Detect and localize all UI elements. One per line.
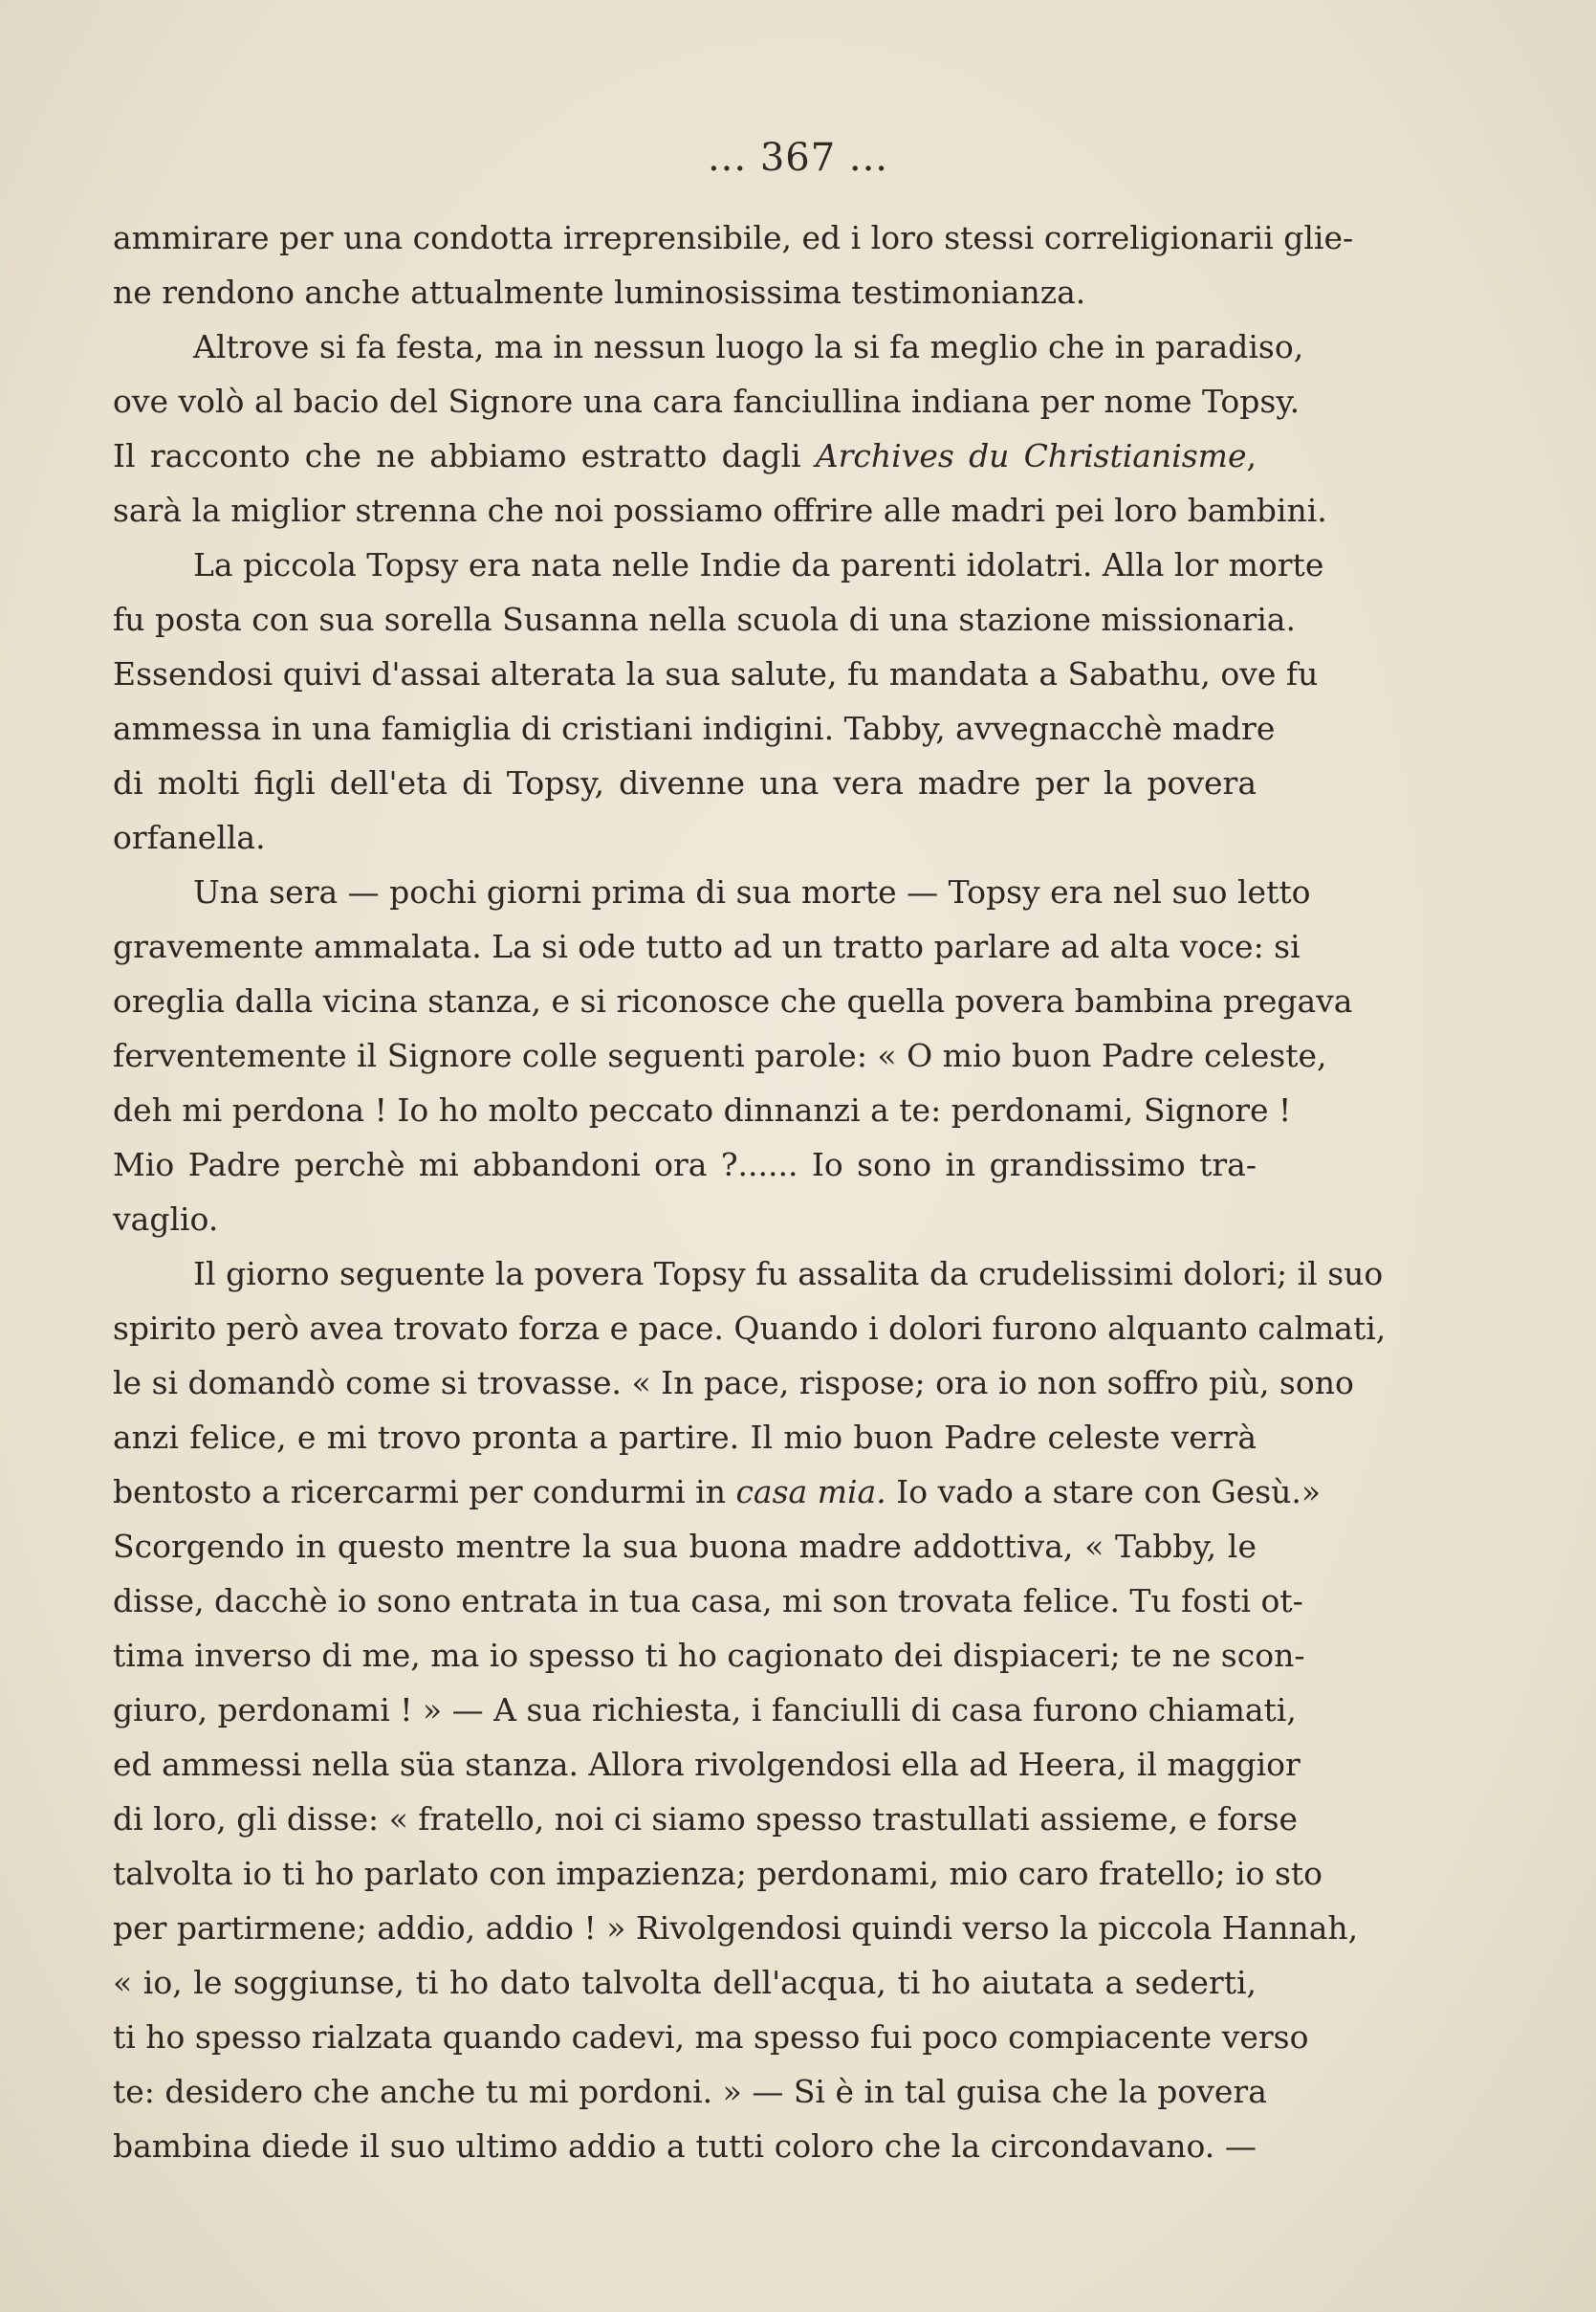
paragraph-continuation xyxy=(113,210,1354,319)
text-line: talvolta io ti ho parlato con impazienza; perdonami, mio caro fratello; io sto xyxy=(113,1855,1323,1892)
text-line: anzi felice, e mi trovo pronta a partire. Il mio buon Padre celeste verrà xyxy=(113,1419,1257,1456)
text-line: te: desidero che anche tu mi pordoni. » — Si è in tal guisa che la povera xyxy=(113,2073,1267,2110)
text-line: Essendosi quivi d'assai alterata la sua salute, fu mandata a Sabathu, ove fu xyxy=(113,655,1319,693)
page-number: ... 367 ... xyxy=(707,136,889,180)
paragraph xyxy=(113,538,1324,865)
text-line: Scorgendo in questo mentre la sua buona madre addottiva, « Tabby, le xyxy=(113,1528,1257,1565)
text-line: oreglia dalla vicina stanza, e si riconosce che quella povera bambina pregava xyxy=(113,982,1353,1020)
text-line: gravemente ammalata. La si ode tutto ad un tratto parlare ad alta voce: si xyxy=(113,928,1301,965)
paragraph xyxy=(113,1246,1387,2173)
text-line: ne rendono anche attualmente luminosissima testimonianza. xyxy=(113,274,1086,311)
italic-title: Archives du Christianisme xyxy=(815,437,1247,474)
text-line: bambina diede il suo ultimo addio a tutti coloro che la circondavano. — xyxy=(113,2127,1257,2165)
italic-phrase: casa mia. xyxy=(735,1473,886,1510)
text-fragment: Io vado a stare con Gesù.» xyxy=(885,1473,1322,1510)
text-line: Una sera — pochi giorni prima di sua morte — Topsy era nel suo letto xyxy=(193,873,1311,911)
text-line: vaglio. xyxy=(113,1200,219,1238)
paragraph xyxy=(113,865,1353,1246)
paragraph xyxy=(113,319,1327,538)
text-line: le si domandò come si trovasse. « In pace, rispose; ora io non soffro più, sono xyxy=(113,1364,1354,1401)
text-line: Il giorno seguente la povera Topsy fu assalita da crudelissimi dolori; il suo xyxy=(193,1255,1384,1292)
text-line-with-italic-title xyxy=(113,429,1257,483)
text-fragment: Il racconto che ne abbiamo estratto dagli xyxy=(113,437,816,474)
text-line: di loro, gli disse: « fratello, noi ci siamo spesso trastullati assieme, e forse xyxy=(113,1800,1299,1838)
text-line: di molti figli dell'eta di Topsy, divenne una vera madre per la povera xyxy=(113,764,1257,802)
text-line: ammirare per una condotta irreprensibile, ed i loro stessi correligionarii glie- xyxy=(113,219,1354,256)
text-line: fu posta con sua sorella Susanna nella scuola di una stazione missionaria. xyxy=(113,601,1296,638)
text-line: giuro, perdonami ! » — A sua richiesta, i fanciulli di casa furono chiamati, xyxy=(113,1691,1297,1728)
text-line: orfanella. xyxy=(113,819,266,856)
text-line: La piccola Topsy era nata nelle Indie da parenti idolatri. Alla lor morte xyxy=(193,546,1324,584)
text-line: sarà la miglior strenna che noi possiamo offrire alle madri pei loro bambini. xyxy=(113,492,1327,529)
text-line: disse, dacchè io sono entrata in tua casa, mi son trovata felice. Tu fosti ot- xyxy=(113,1582,1303,1619)
text-line: spirito però avea trovato forza e pace. Quando i dolori furono alquanto calmati, xyxy=(113,1310,1387,1347)
text-line: per partirmene; addio, addio ! » Rivolgendosi quindi verso la piccola Hannah, xyxy=(113,1909,1359,1947)
text-line-with-italic xyxy=(113,1464,1322,1519)
body-text xyxy=(113,210,1387,2173)
text-line: Mio Padre perchè mi abbandoni ora ?...... Io sono in grandissimo tra- xyxy=(113,1146,1257,1183)
text-line: ti ho spesso rialzata quando cadevi, ma spesso fui poco compiacente verso xyxy=(113,2018,1309,2056)
text-fragment: bentosto a ricercarmi per condurmi in xyxy=(113,1473,736,1510)
text-line: deh mi perdona ! Io ho molto peccato dinnanzi a te: perdonami, Signore ! xyxy=(113,1091,1292,1129)
text-line: ferventemente il Signore colle seguenti parole: « O mio buon Padre celeste, xyxy=(113,1037,1327,1074)
text-line: ove volò al bacio del Signore una cara fanciullina indiana per nome Topsy. xyxy=(113,383,1301,420)
text-line: « io, le soggiunse, ti ho dato talvolta dell'acqua, ti ho aiutata a sederti, xyxy=(113,1964,1257,2001)
text-fragment: , xyxy=(1246,437,1257,474)
text-line: ammessa in una famiglia di cristiani indigini. Tabby, avvegnacchè madre xyxy=(113,710,1276,747)
text-line: ed ammessi nella süa stanza. Allora rivolgendosi ella ad Heera, il maggior xyxy=(113,1746,1301,1783)
text-line: tima inverso di me, ma io spesso ti ho cagionato dei dispiaceri; te ne scon- xyxy=(113,1637,1305,1674)
text-line: Altrove si fa festa, ma in nessun luogo la si fa meglio che in paradiso, xyxy=(193,328,1304,365)
